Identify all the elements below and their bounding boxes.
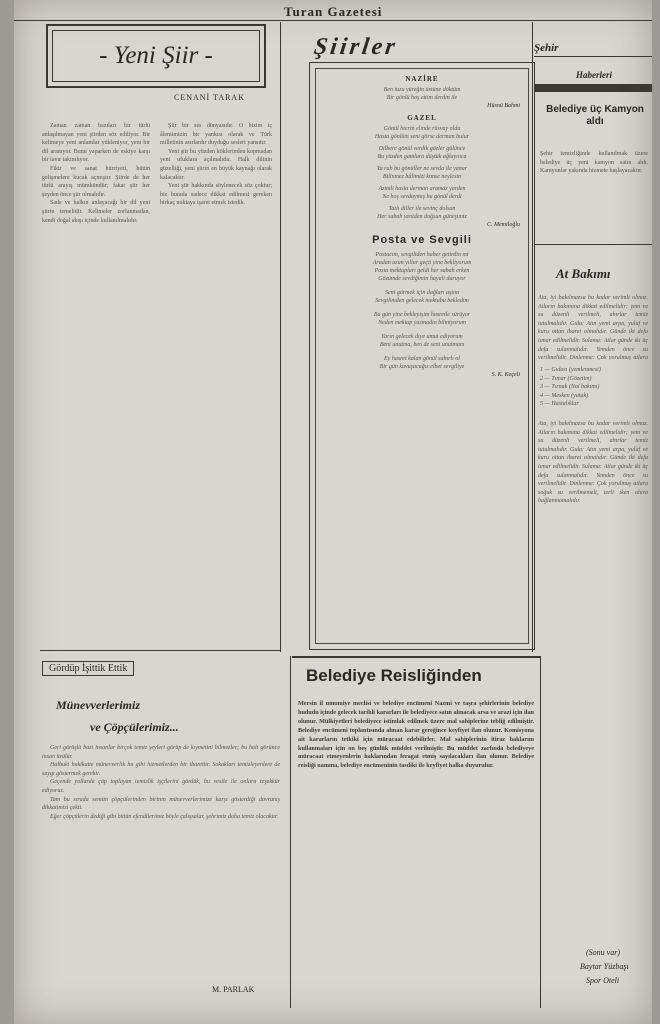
poem-line: Tatlı diller ile sevinç dolsun	[388, 206, 456, 212]
top-rule	[14, 20, 652, 21]
article-paragraph: Eğer çöpçülerin dediği gibi bütün efendilerimiz böyle çalışsalar, şehrimiz daha temiz olacaktır.	[50, 813, 279, 820]
city-news-rule	[534, 56, 652, 57]
section-tag: Gördüp İşittik Ettik	[42, 661, 134, 676]
poems-title: Şiirler	[312, 34, 400, 60]
poem-line: Bu gün yine bekleyişim hasretle sürüyor	[373, 312, 471, 318]
poem-line: Posta mektupları geldi her sabah erken	[374, 268, 470, 274]
article-paragraph: Yeni şiir bu yüzden köklerinden kopmadan yeni ufuklara açılmalıdır. Halk dilinin güzelliği, yeni şiirin en büyük kaynağı olarak kalacaktır.	[160, 148, 272, 181]
article-paragraph: Fikir ve sanat hürriyeti, bütün gelişmelere kucak açmıştır. Şiirde de her türlü arayış mümkündür; fakat şiir her şeyden önce şiir olmalıdır.	[42, 165, 150, 198]
poem-line: Ben tuzu yüreğin üstüne döktüm	[383, 87, 461, 93]
ornament-band	[534, 84, 652, 92]
poem-line: Ne hoş sevdaymış bu gönül derdi	[382, 194, 462, 200]
column-rule-bottom	[290, 656, 291, 1008]
poem-line: Bilinmez hâlimizi kimse neylesin	[382, 174, 462, 180]
article-title-line-1: Münevverlerimiz	[56, 698, 140, 712]
article-paragraph: Zaman zaman bazıları bir türlü anlaşılmayan yeni şiirden söz ediliyor. Bir kelimeye yeni anlamlar yükleniyor, yeni bir dil aranıyor. Bunu yaparken de eskiye karşı bir tavır takınılıyor.	[42, 123, 150, 164]
masthead: Turan Gazetesi	[284, 4, 383, 19]
poem-title: - Yeni Şiir -	[52, 30, 260, 82]
poem-line: Seni görmek için dağları aştım	[385, 290, 459, 296]
city-news-header: Şehir	[534, 42, 559, 54]
article-body	[42, 744, 280, 974]
news-title: Belediye üç Kamyon aldı	[546, 104, 644, 127]
horse-care-intro: Ata, iyi bakılmazsa bu kadar verimli olmaz. Atların bakımına dikkat edilmelidir; yem ve su düzenli verilmeli, ahırlar temiz tutulmalıdır. Gıda: Atın yemi arpa, yulaf ve kuru ottan ibaret olmalıdır. Günde iki defa tımar edilmelidir. Sulama: Atlar günde iki üç defa sulanmalıdır. Yemden önce su verilmelidir. Dinlenme: Çok yorulmuş atlara	[538, 295, 648, 360]
city-news-subheader: Haberleri	[576, 70, 612, 80]
article-paragraph: Sade ve halkın anlayacağı bir dil yeni şiirin temelidir. Kelimeler zorlanmadan, kendi doğal akışı içinde kullanılmalıdır.	[42, 200, 150, 224]
poem-line: Postacım, sevgiliden haber getirdin mi	[375, 252, 469, 258]
article-paragraph: Geçende yollarda çöp toplayan temizlik işçilerini gördük, bu vesile ile onlara teşekkür ediyoruz.	[42, 779, 280, 794]
poem-heading: GAZEL	[407, 114, 437, 122]
poem-signature: Hüsnü Bahmi	[487, 103, 520, 109]
poem-title-box	[46, 24, 266, 88]
announcement-rule	[292, 656, 540, 658]
article-column-2	[160, 122, 272, 642]
newspaper-page	[14, 0, 652, 1024]
horse-care-signature-2: Spor Oteli	[586, 976, 620, 985]
poem-line: Beni unutma, ben de seni unutmam	[379, 342, 465, 348]
horse-care-body: Ata, iyi bakılmazsa bu kadar verimli olmaz. Atların bakımına dikkat edilmelidir; yem ve su düzenli verilmeli, ahırlar temiz tutulmalıdır. Gıda: Atın yemi arpa, yulaf ve kuru ottan ibaret olmalıdır. Günde iki defa tımar edilmelidir. Sulama: Atlar günde iki üç defa sulanmalıdır. Yemden önce su verilmelidir. Dinlenme: Çok yorulmuş atlara soğuk su verilmemeli, terli iken ahıra bağlanmamalıdır.	[538, 421, 648, 505]
continued-note: (Sonu var)	[586, 948, 620, 957]
poem-heading: NAZİRE	[405, 75, 439, 83]
author-name: CENANİ TARAK	[174, 93, 245, 102]
list-item: 4 — Mesken (yatak)	[540, 392, 589, 399]
poem-line: Gönül hicrin elinde rüsvay oldu	[383, 126, 461, 132]
column-rule-left	[280, 22, 281, 652]
horse-care-list	[540, 366, 648, 409]
poems-inner-frame	[315, 68, 529, 644]
list-item: 2 — Tımar (Gözetim)	[540, 375, 592, 382]
article-title-line-2: ve Çöpçülerimiz...	[90, 720, 179, 734]
poem-line: Bir gün kavuşacağız elbet sevgiliye	[379, 364, 465, 370]
poem-line: Bir gönlü hoş ettim derdin ile	[386, 95, 458, 101]
article-paragraph: Şiir bir ses dünyasıdır. O bizim iç âlemimizin bir yankısı olarak ve Türk milletinin asırlardır duyduğu sesleri yansıtır.	[160, 123, 272, 147]
poem-line: Azimli hasta derman aramaz yarden	[378, 186, 466, 192]
poem-line: Gözümde sevdiğimin hayali duruyor	[378, 276, 466, 282]
poem-line: Yarın gelecek diye umut ediyorum	[381, 334, 463, 340]
poem-line: Hasta gönlüm seni görse derman bulur	[374, 134, 470, 140]
list-item: 5 — Hastalıklar	[540, 401, 579, 408]
poem-line: Ya rab bu gönüller ne sevda ile yanar	[376, 166, 468, 172]
poem-heading: Posta ve Sevgili	[372, 234, 472, 246]
poem-line: Aradan uzun yıllar geçti yine bekliyorum	[372, 260, 472, 266]
news-body: Şehir temizliğinde kullanılmak üzere belediye üç yeni kamyon satın aldı. Kamyonlar yakında hizmete başlayacaktır.	[540, 151, 648, 175]
poem-line: Neden mektup yazmadın bilmiyorum	[378, 320, 466, 326]
poem-line: Her sabah yeniden doğsun güneşimiz	[377, 214, 467, 220]
article-signature: M. PARLAK	[212, 985, 255, 994]
poem-line: Ey hasret kalan gönül sabırlı ol	[384, 356, 460, 362]
poem-signature: C. Memiloğlu	[487, 222, 520, 228]
horse-care-title: At Bakımı	[556, 266, 611, 281]
article-paragraph: Geri görüşlü bazı insanlar birçok temiz şeyleri görüp de kıymetini bilmezler; bu hali görünce insan üzülür.	[42, 745, 280, 760]
article-paragraph: Yeni şiir hakkında söylenecek söz çoktur; biz burada sadece dikkat edilmesi gereken birkaç noktaya işaret etmek istedik.	[160, 183, 272, 207]
horse-care-signature: Baytar Yüzbaşı	[580, 962, 629, 971]
poem-line: Dilbere gönül verdik gözler gülünce	[378, 146, 466, 152]
section-rule	[40, 650, 280, 651]
horse-rule	[534, 244, 652, 245]
article-paragraph: Halbuki hakikatte münevverlik bu gibi hizmetlerden bir ibarettir. Sokakları temizleyenlere de saygı göstermek gerekir.	[42, 762, 280, 777]
poem-line: Bu yüzden gamlara düştük ağlayınca	[377, 154, 467, 160]
poems-frame	[309, 62, 535, 650]
announcement-title: Belediye Reisliğinden	[306, 666, 482, 685]
list-item: 1 — Gıdası (yemlenmesi)	[540, 367, 601, 373]
list-item: 3 — Tırnak (Nal bakımı)	[540, 384, 600, 391]
poem-line: Sevgilimden gelecek mektubu bekledim	[375, 298, 469, 304]
announcement-body: Mersin il umumiye meclisi ve belediye encümeni Nazmi ve taşra şehirlerinin belediye hududu içinde gelecek tarihli kararları ile belediyece satın alınacak arsa ve arazi için ilan olunur. Mülkiyetleri belediyece istimlak edilmek üzere mal sahiplerine tebliğ edilmiştir. Belediye encümeni toplantısında alınan karar gereğince keyfiyet ilan olunur. Komisyona ait kararların tetkiki için müracaat edebilirler. Mal sahiplerinin itiraz haklarını kullanmaları için on beş günlük müddet verilmiştir. Bu müddet zarfında belediyeye müracaat etmeyenlerin haklarından feragat etmiş sayılacakları ilan olunur. Belediye reisliği namına, belediye encümeninin tasdiki ile keyfiyet halka duyurulur.	[298, 700, 534, 770]
article-paragraph: Tam bu sırada semtin çöpçülerinden birinin münevverlerimize karşı gösterdiği davranış dikkatimizi çekti.	[42, 796, 280, 812]
article-column-1	[42, 122, 150, 642]
poem-signature: S. K. Keçeli	[491, 372, 520, 378]
